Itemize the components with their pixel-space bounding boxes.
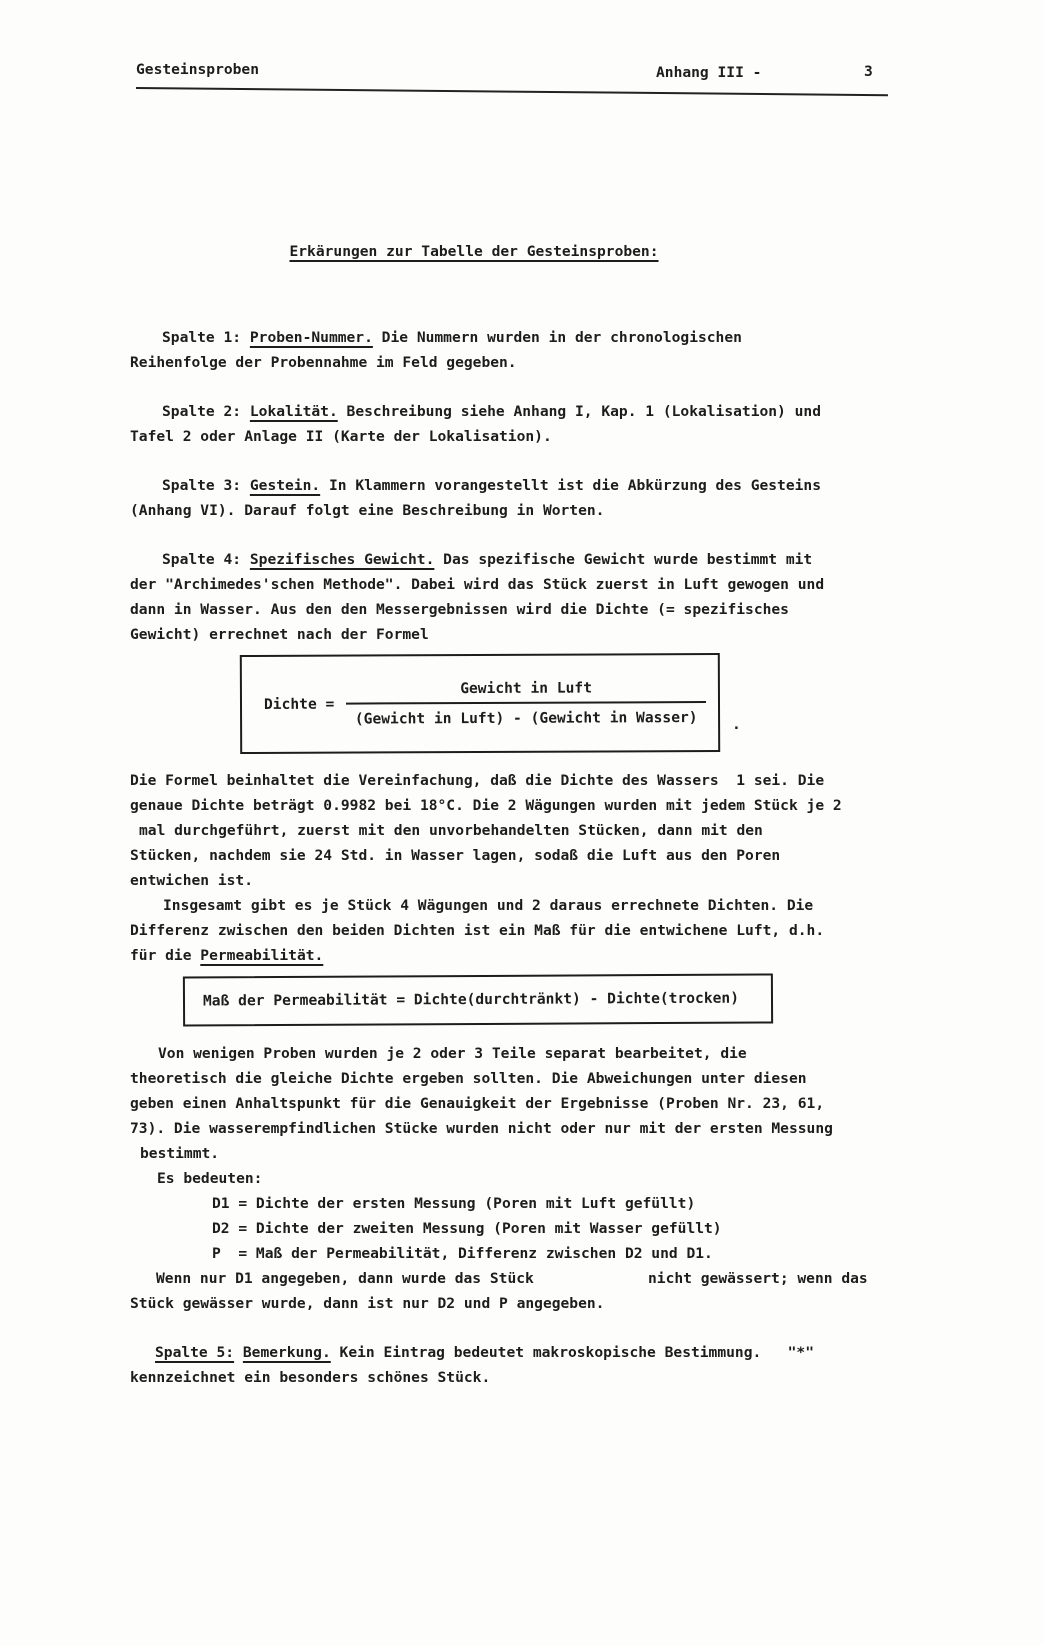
text-line [130,399,910,424]
text-line [130,1216,910,1241]
text-segment: 73). Die wasserempfindlichen Stücke wurden nicht oder nur mit der ersten Messung [130,1120,833,1137]
text-segment: entwichen ist. [130,872,254,889]
text-line [130,498,910,523]
page-title-text: Erkärungen zur Tabelle der Gesteinsproben: [289,243,659,260]
document-body [130,325,910,1390]
paragraph-formel-erlaeuterung [130,768,910,893]
density-formula-wrap [240,654,741,753]
text-segment: P = Maß der Permeabilität, Differenz zwischen D2 und D1. [212,1245,713,1262]
density-formula-box [240,653,720,754]
text-line [130,1091,910,1116]
text-segment: Die Nummern wurden in der chronologischen [372,329,742,346]
paragraph-spalte-2 [130,399,910,449]
text-line [130,793,910,818]
page-title [130,243,818,260]
underlined-text: Spezifisches Gewicht. [249,551,435,568]
text-segment: Stücken, nachdem sie 24 Std. in Wasser lagen, sodaß die Luft aus den Poren [130,847,781,864]
text-segment: Spalte 2: [162,403,250,420]
text-segment: Gewicht) errechnet nach der Formel [130,626,429,643]
text-segment: für die [130,947,201,964]
paragraph-spalte-5 [130,1340,910,1390]
text-segment: Von wenigen Proben wurden je 2 oder 3 Teile separat bearbeitet, die [158,1045,747,1062]
text-line [130,622,910,647]
text-segment: theoretisch die gleiche Dichte ergeben sollten. Die Abweichungen unter diesen [130,1070,807,1087]
text-line [130,1166,910,1191]
text-line [130,943,910,968]
text-segment: geben einen Anhaltspunkt für die Genauigkeit der Ergebnisse (Proben Nr. 23, 61, [130,1095,825,1112]
text-segment: Spalte 4: [162,551,250,568]
text-line [130,1041,910,1066]
density-label: Dichte = [263,695,335,713]
text-segment: Insgesamt gibt es je Stück 4 Wägungen und 2 daraus errechnete Dichten. Die [163,897,814,914]
paragraph-insgesamt [130,893,910,968]
density-fraction [344,675,708,732]
text-segment: bestimmt. [140,1145,220,1162]
text-segment: dann in Wasser. Aus den den Messergebnissen wird die Dichte (= spezifisches [130,601,789,618]
text-line [130,1191,910,1216]
fraction-numerator: Gewicht in Luft [460,679,593,698]
text-line [130,1241,910,1266]
text-line [130,1266,910,1291]
text-segment: mal durchgeführt, zuerst mit den unvorbehandelten Stücken, dann mit den [139,822,763,839]
paragraph-spalte-3 [130,473,910,523]
text-segment: (Anhang VI). Darauf folgt eine Beschreibung in Worten. [130,502,605,519]
text-segment [234,1344,243,1361]
text-segment: der "Archimedes'schen Methode". Dabei wird das Stück zuerst in Luft gewogen und [130,576,825,593]
formula-trailing-period: . [732,716,741,733]
text-segment: Spalte 3: [162,477,250,494]
header-left-title: Gesteinsproben [136,61,260,78]
text-segment: Stück gewässer wurde, dann ist nur D2 und P angegeben. [130,1295,605,1312]
header-page-number: 3 [864,63,873,80]
text-line [130,350,910,375]
text-line [130,893,910,918]
text-line [130,424,910,449]
text-line [130,768,910,793]
text-line [130,843,910,868]
text-line [130,818,910,843]
text-line [130,547,910,572]
header-right-title: Anhang III - [656,64,762,81]
text-line [130,473,910,498]
text-segment: D2 = Dichte der zweiten Messung (Poren mit Wasser gefüllt) [212,1220,722,1237]
text-segment: kennzeichnet ein besonders schönes Stück. [130,1369,491,1386]
text-segment: Es bedeuten: [157,1170,263,1187]
underlined-text: Lokalität. [249,403,338,420]
text-segment: Beschreibung siehe Anhang I, Kap. 1 (Lokalisation) und [337,403,821,420]
underlined-text: Permeabilität. [200,947,324,964]
text-segment: Spalte 1: [162,329,250,346]
text-line [130,1340,910,1365]
paragraph-spalte-4 [130,547,910,647]
paragraph-wenn-nur [130,1266,910,1316]
definitions-list [130,1191,910,1266]
text-line [130,1116,910,1141]
text-line [130,918,910,943]
text-segment: Reihenfolge der Probennahme im Feld gegeben. [130,354,517,371]
text-segment: D1 = Dichte der ersten Messung (Poren mit Luft gefüllt) [212,1195,696,1212]
permeability-formula-box: Maß der Permeabilität = Dichte(durchtränkt) - Dichte(trocken) [183,973,773,1026]
text-line [130,1141,910,1166]
text-segment: Wenn nur D1 angegeben, dann wurde das Stück nicht gewässert; wenn das [156,1270,868,1287]
text-segment: Die Formel beinhaltet die Vereinfachung, daß die Dichte des Wassers 1 sei. Die [130,772,825,789]
paragraph-es-bedeuten [130,1166,910,1191]
text-line [130,1066,910,1091]
paragraph-spalte-1 [130,325,910,375]
text-segment: Das spezifische Gewicht wurde bestimmt mit [434,551,813,568]
text-line [130,1365,910,1390]
text-segment: In Klammern vorangestellt ist die Abkürzung des Gesteins [320,477,821,494]
underlined-text: Spalte 5: [155,1344,235,1361]
text-segment: Differenz zwischen den beiden Dichten ist ein Maß für die entwichene Luft, d.h. [130,922,825,939]
text-line [130,572,910,597]
text-line [130,868,910,893]
text-segment: Kein Eintrag bedeutet makroskopische Bestimmung. "*" [330,1344,814,1361]
underlined-text: Gestein. [249,477,321,494]
underlined-text: Bemerkung. [242,1344,331,1361]
text-segment: genaue Dichte beträgt 0.9982 bei 18°C. Die 2 Wägungen wurden mit jedem Stück je 2 [130,797,842,814]
header-rule [136,87,888,96]
text-line [130,597,910,622]
text-segment: Tafel 2 oder Anlage II (Karte der Lokalisation). [130,428,552,445]
underlined-text: Proben-Nummer. [249,329,373,346]
fraction-denominator: (Gewicht in Luft) - (Gewicht in Wasser) [354,709,698,728]
text-line [130,1291,910,1316]
paragraph-von-wenigen [130,1041,910,1166]
fraction-bar [346,701,706,705]
text-line [130,325,910,350]
